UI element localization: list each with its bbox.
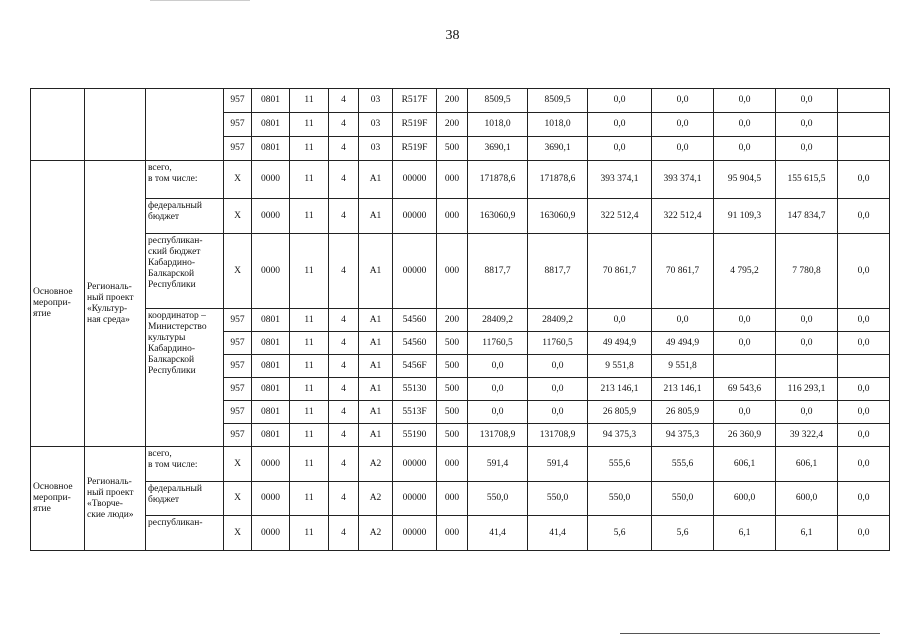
value-cell: A2 bbox=[359, 447, 393, 482]
value-cell: 4 bbox=[329, 332, 359, 355]
value-cell: 0,0 bbox=[588, 113, 652, 137]
value-cell: 957 bbox=[224, 113, 252, 137]
value-cell: 0801 bbox=[252, 137, 290, 161]
value-cell: 9 551,8 bbox=[652, 355, 714, 378]
value-cell: A1 bbox=[359, 309, 393, 332]
value-cell: 39 322,4 bbox=[776, 424, 838, 447]
value-cell: 131708,9 bbox=[528, 424, 588, 447]
value-cell: 03 bbox=[359, 113, 393, 137]
value-cell: 600,0 bbox=[714, 482, 776, 516]
value-cell: 213 146,1 bbox=[652, 378, 714, 401]
value-cell: 000 bbox=[437, 482, 468, 516]
value-cell: 500 bbox=[437, 355, 468, 378]
value-cell: 1018,0 bbox=[468, 113, 528, 137]
value-cell: 26 805,9 bbox=[588, 401, 652, 424]
value-cell: 0,0 bbox=[838, 447, 890, 482]
value-cell: 171878,6 bbox=[468, 161, 528, 199]
value-cell: 0000 bbox=[252, 482, 290, 516]
value-cell: 8817,7 bbox=[528, 234, 588, 309]
value-cell: 131708,9 bbox=[468, 424, 528, 447]
value-cell: 0000 bbox=[252, 161, 290, 199]
value-cell: 00000 bbox=[393, 199, 437, 234]
value-cell: X bbox=[224, 199, 252, 234]
value-cell: 4 bbox=[329, 234, 359, 309]
value-cell: 26 805,9 bbox=[652, 401, 714, 424]
value-cell: 0,0 bbox=[838, 161, 890, 199]
value-cell: 0,0 bbox=[776, 401, 838, 424]
value-cell: 0801 bbox=[252, 332, 290, 355]
coordinator-cell: координатор – Министерство культуры Кабардино- Балкарской Республики bbox=[146, 309, 224, 447]
value-cell: 11 bbox=[290, 447, 329, 482]
funding-source-cell: всего, в том числе: bbox=[146, 161, 224, 199]
value-cell: 0,0 bbox=[714, 309, 776, 332]
value-cell: A1 bbox=[359, 161, 393, 199]
value-cell: 0801 bbox=[252, 424, 290, 447]
value-cell: 171878,6 bbox=[528, 161, 588, 199]
value-cell: 4 bbox=[329, 89, 359, 113]
value-cell: 03 bbox=[359, 137, 393, 161]
value-cell: 0,0 bbox=[652, 89, 714, 113]
value-cell: A1 bbox=[359, 424, 393, 447]
value-cell: X bbox=[224, 447, 252, 482]
value-cell: 11 bbox=[290, 516, 329, 551]
value-cell: 0,0 bbox=[776, 89, 838, 113]
value-cell: 41,4 bbox=[528, 516, 588, 551]
value-cell: 94 375,3 bbox=[652, 424, 714, 447]
value-cell: 0,0 bbox=[838, 378, 890, 401]
value-cell: 163060,9 bbox=[468, 199, 528, 234]
value-cell: 0801 bbox=[252, 378, 290, 401]
table-row bbox=[31, 482, 890, 516]
value-cell: 0,0 bbox=[714, 89, 776, 113]
value-cell: 957 bbox=[224, 89, 252, 113]
value-cell: 11 bbox=[290, 89, 329, 113]
value-cell: 54560 bbox=[393, 309, 437, 332]
value-cell: 606,1 bbox=[714, 447, 776, 482]
value-cell: 393 374,1 bbox=[652, 161, 714, 199]
value-cell: 500 bbox=[437, 401, 468, 424]
table-row bbox=[31, 161, 890, 199]
value-cell: 155 615,5 bbox=[776, 161, 838, 199]
value-cell: 600,0 bbox=[776, 482, 838, 516]
value-cell: 0,0 bbox=[838, 516, 890, 551]
value-cell: 4 bbox=[329, 161, 359, 199]
value-cell: 0,0 bbox=[838, 199, 890, 234]
value-cell: A1 bbox=[359, 378, 393, 401]
table-row bbox=[31, 234, 890, 309]
value-cell: 200 bbox=[437, 309, 468, 332]
value-cell: 0000 bbox=[252, 234, 290, 309]
value-cell: 0801 bbox=[252, 113, 290, 137]
value-cell: 6,1 bbox=[714, 516, 776, 551]
value-cell: 4 bbox=[329, 137, 359, 161]
value-cell: X bbox=[224, 516, 252, 551]
page-number: 38 bbox=[445, 28, 460, 43]
top-rule bbox=[150, 0, 250, 1]
value-cell: 0,0 bbox=[652, 137, 714, 161]
value-cell: 0,0 bbox=[588, 137, 652, 161]
table-row bbox=[31, 89, 890, 113]
value-cell: 3690,1 bbox=[528, 137, 588, 161]
value-cell: 550,0 bbox=[468, 482, 528, 516]
value-cell: 00000 bbox=[393, 161, 437, 199]
value-cell: 11760,5 bbox=[468, 332, 528, 355]
value-cell: 116 293,1 bbox=[776, 378, 838, 401]
value-cell: 28409,2 bbox=[528, 309, 588, 332]
value-cell: 94 375,3 bbox=[588, 424, 652, 447]
table-row bbox=[31, 516, 890, 551]
value-cell: 11 bbox=[290, 161, 329, 199]
value-cell: 957 bbox=[224, 137, 252, 161]
value-cell: 957 bbox=[224, 309, 252, 332]
value-cell: 8817,7 bbox=[468, 234, 528, 309]
value-cell: 70 861,7 bbox=[588, 234, 652, 309]
funding-source-cell: всего, в том числе: bbox=[146, 447, 224, 482]
value-cell: 7 780,8 bbox=[776, 234, 838, 309]
value-cell: 4 795,2 bbox=[714, 234, 776, 309]
value-cell: 49 494,9 bbox=[652, 332, 714, 355]
value-cell: 4 bbox=[329, 378, 359, 401]
value-cell: 95 904,5 bbox=[714, 161, 776, 199]
value-cell: A1 bbox=[359, 199, 393, 234]
value-cell: 0,0 bbox=[528, 355, 588, 378]
value-cell: 322 512,4 bbox=[588, 199, 652, 234]
value-cell: 69 543,6 bbox=[714, 378, 776, 401]
value-cell: X bbox=[224, 161, 252, 199]
value-cell: A2 bbox=[359, 482, 393, 516]
value-cell: 0,0 bbox=[714, 332, 776, 355]
value-cell: 4 bbox=[329, 516, 359, 551]
value-cell: 0,0 bbox=[776, 332, 838, 355]
value-cell: 0,0 bbox=[714, 113, 776, 137]
value-cell: 0,0 bbox=[588, 309, 652, 332]
value-cell: 550,0 bbox=[528, 482, 588, 516]
table-row bbox=[31, 309, 890, 332]
value-cell: 5,6 bbox=[652, 516, 714, 551]
empty-cell bbox=[146, 89, 224, 161]
value-cell: 0,0 bbox=[838, 401, 890, 424]
value-cell: 11 bbox=[290, 199, 329, 234]
value-cell: 5513F bbox=[393, 401, 437, 424]
value-cell: 11 bbox=[290, 137, 329, 161]
value-cell: 11 bbox=[290, 234, 329, 309]
value-cell: 555,6 bbox=[652, 447, 714, 482]
value-cell: 322 512,4 bbox=[652, 199, 714, 234]
event-type-cell: Основное меропри- ятие bbox=[31, 447, 85, 551]
value-cell: 9 551,8 bbox=[588, 355, 652, 378]
value-cell: 4 bbox=[329, 309, 359, 332]
value-cell: 00000 bbox=[393, 447, 437, 482]
value-cell: 0000 bbox=[252, 199, 290, 234]
value-cell: 000 bbox=[437, 447, 468, 482]
value-cell: R519F bbox=[393, 113, 437, 137]
value-cell: 8509,5 bbox=[528, 89, 588, 113]
value-cell: 957 bbox=[224, 378, 252, 401]
bottom-rule bbox=[620, 633, 880, 634]
value-cell bbox=[776, 355, 838, 378]
funding-source-cell: республикан- ский бюджет Кабардино- Балкарской Республики bbox=[146, 234, 224, 309]
value-cell: 555,6 bbox=[588, 447, 652, 482]
value-cell: 591,4 bbox=[528, 447, 588, 482]
value-cell bbox=[838, 113, 890, 137]
value-cell: A1 bbox=[359, 401, 393, 424]
table-row bbox=[31, 199, 890, 234]
funding-source-cell: республикан- bbox=[146, 516, 224, 551]
value-cell: 00000 bbox=[393, 482, 437, 516]
budget-table bbox=[30, 88, 890, 551]
value-cell: 1018,0 bbox=[528, 113, 588, 137]
value-cell: 000 bbox=[437, 199, 468, 234]
value-cell: 00000 bbox=[393, 516, 437, 551]
funding-source-cell: федеральный бюджет bbox=[146, 199, 224, 234]
value-cell: R517F bbox=[393, 89, 437, 113]
value-cell: 49 494,9 bbox=[588, 332, 652, 355]
value-cell bbox=[838, 355, 890, 378]
value-cell: 5456F bbox=[393, 355, 437, 378]
value-cell: 500 bbox=[437, 137, 468, 161]
value-cell: 957 bbox=[224, 355, 252, 378]
value-cell: 11 bbox=[290, 309, 329, 332]
value-cell: 11 bbox=[290, 378, 329, 401]
project-name-cell: Региональ- ный проект «Творче- ские люди» bbox=[85, 447, 146, 551]
value-cell: 5,6 bbox=[588, 516, 652, 551]
budget-table-body bbox=[31, 89, 890, 551]
value-cell: 0801 bbox=[252, 309, 290, 332]
value-cell: 00000 bbox=[393, 234, 437, 309]
empty-cell bbox=[85, 89, 146, 161]
value-cell: 200 bbox=[437, 113, 468, 137]
value-cell: 0,0 bbox=[588, 89, 652, 113]
value-cell: 11 bbox=[290, 424, 329, 447]
value-cell: A1 bbox=[359, 355, 393, 378]
value-cell: 0,0 bbox=[776, 113, 838, 137]
value-cell: 200 bbox=[437, 89, 468, 113]
value-cell: 0,0 bbox=[468, 355, 528, 378]
value-cell: 4 bbox=[329, 355, 359, 378]
value-cell: 550,0 bbox=[652, 482, 714, 516]
table-row bbox=[31, 447, 890, 482]
value-cell: 957 bbox=[224, 401, 252, 424]
value-cell: 0,0 bbox=[468, 401, 528, 424]
value-cell: 4 bbox=[329, 401, 359, 424]
event-type-cell: Основное меропри- ятие bbox=[31, 161, 85, 447]
value-cell: 0,0 bbox=[528, 378, 588, 401]
value-cell: 0,0 bbox=[838, 309, 890, 332]
value-cell: 0000 bbox=[252, 516, 290, 551]
value-cell: A1 bbox=[359, 234, 393, 309]
value-cell: 55130 bbox=[393, 378, 437, 401]
value-cell: 11 bbox=[290, 482, 329, 516]
value-cell: 0,0 bbox=[838, 234, 890, 309]
value-cell bbox=[838, 137, 890, 161]
value-cell: 957 bbox=[224, 424, 252, 447]
value-cell: 4 bbox=[329, 113, 359, 137]
value-cell: 4 bbox=[329, 447, 359, 482]
value-cell: 000 bbox=[437, 234, 468, 309]
value-cell: 500 bbox=[437, 378, 468, 401]
value-cell: 70 861,7 bbox=[652, 234, 714, 309]
value-cell: 0,0 bbox=[652, 113, 714, 137]
project-name-cell: Региональ- ный проект «Культур- ная среда» bbox=[85, 161, 146, 447]
value-cell: 03 bbox=[359, 89, 393, 113]
funding-source-cell: федеральный бюджет bbox=[146, 482, 224, 516]
value-cell: 41,4 bbox=[468, 516, 528, 551]
value-cell: 28409,2 bbox=[468, 309, 528, 332]
value-cell: 11 bbox=[290, 332, 329, 355]
value-cell: A1 bbox=[359, 332, 393, 355]
value-cell: 0,0 bbox=[776, 309, 838, 332]
value-cell: 163060,9 bbox=[528, 199, 588, 234]
value-cell: 606,1 bbox=[776, 447, 838, 482]
value-cell: 4 bbox=[329, 199, 359, 234]
value-cell: 55190 bbox=[393, 424, 437, 447]
value-cell bbox=[838, 89, 890, 113]
value-cell: 11 bbox=[290, 113, 329, 137]
value-cell bbox=[714, 355, 776, 378]
value-cell: 11 bbox=[290, 355, 329, 378]
value-cell: 000 bbox=[437, 516, 468, 551]
value-cell: 0,0 bbox=[838, 424, 890, 447]
value-cell: 0,0 bbox=[838, 332, 890, 355]
value-cell: 0,0 bbox=[838, 482, 890, 516]
value-cell: 6,1 bbox=[776, 516, 838, 551]
value-cell: 0,0 bbox=[528, 401, 588, 424]
value-cell: 500 bbox=[437, 332, 468, 355]
value-cell: 26 360,9 bbox=[714, 424, 776, 447]
value-cell: 91 109,3 bbox=[714, 199, 776, 234]
value-cell: 550,0 bbox=[588, 482, 652, 516]
value-cell: 957 bbox=[224, 332, 252, 355]
value-cell: X bbox=[224, 482, 252, 516]
value-cell: 4 bbox=[329, 424, 359, 447]
value-cell: 54560 bbox=[393, 332, 437, 355]
value-cell: 0,0 bbox=[652, 309, 714, 332]
value-cell: 0000 bbox=[252, 447, 290, 482]
value-cell: 213 146,1 bbox=[588, 378, 652, 401]
value-cell: 11760,5 bbox=[528, 332, 588, 355]
value-cell: X bbox=[224, 234, 252, 309]
empty-cell bbox=[31, 89, 85, 161]
value-cell: 0801 bbox=[252, 355, 290, 378]
value-cell: 3690,1 bbox=[468, 137, 528, 161]
value-cell: 0801 bbox=[252, 401, 290, 424]
value-cell: 000 bbox=[437, 161, 468, 199]
value-cell: 0,0 bbox=[714, 137, 776, 161]
value-cell: 500 bbox=[437, 424, 468, 447]
value-cell: A2 bbox=[359, 516, 393, 551]
value-cell: 0,0 bbox=[714, 401, 776, 424]
value-cell: 8509,5 bbox=[468, 89, 528, 113]
value-cell: 0,0 bbox=[468, 378, 528, 401]
value-cell: 11 bbox=[290, 401, 329, 424]
value-cell: 4 bbox=[329, 482, 359, 516]
value-cell: 591,4 bbox=[468, 447, 528, 482]
value-cell: 147 834,7 bbox=[776, 199, 838, 234]
value-cell: 393 374,1 bbox=[588, 161, 652, 199]
value-cell: R519F bbox=[393, 137, 437, 161]
value-cell: 0801 bbox=[252, 89, 290, 113]
value-cell: 0,0 bbox=[776, 137, 838, 161]
